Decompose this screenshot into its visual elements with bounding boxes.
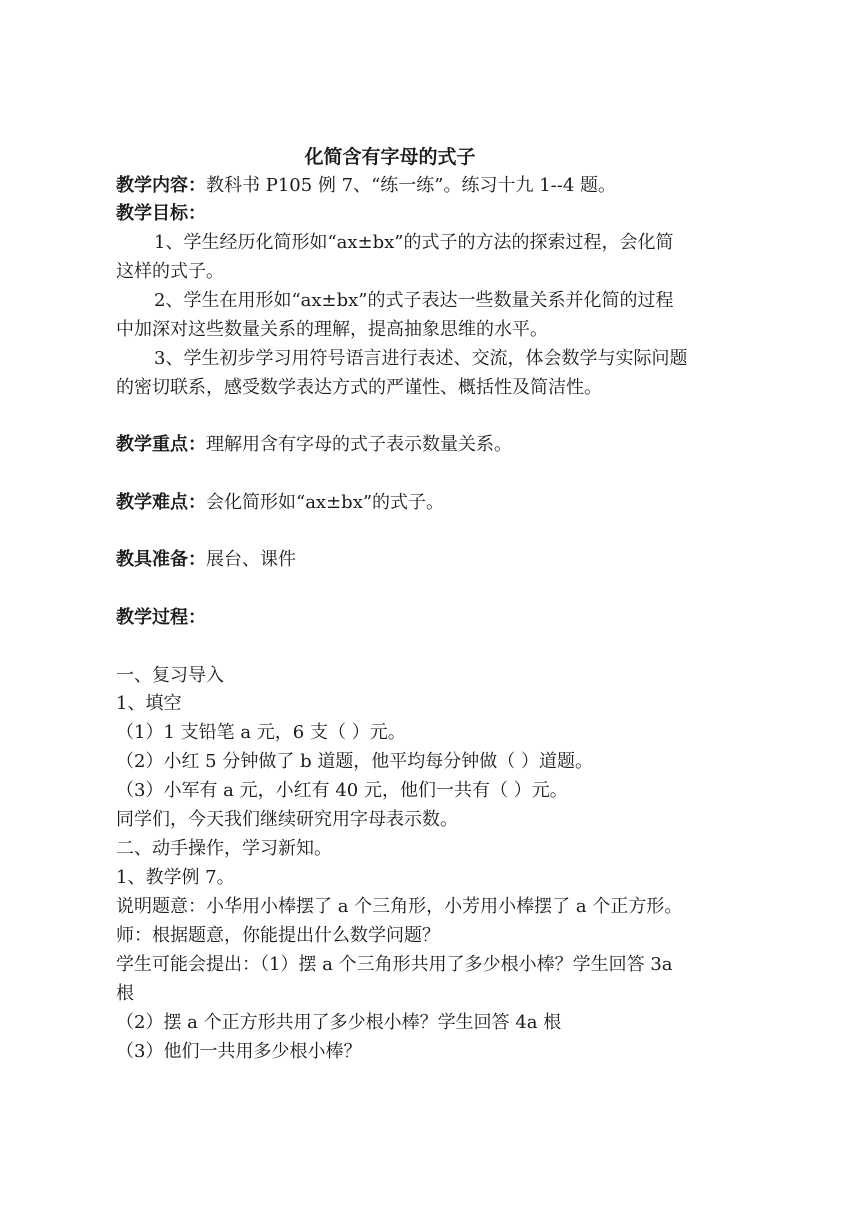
difficulty-label: 教学难点： — [116, 492, 206, 513]
body-line: （2）小红 5 分钟做了 b 道题，他平均每分钟做（ ）道题。 — [116, 751, 594, 772]
body-line: 同学们，今天我们继续研究用字母表示数。 — [116, 809, 458, 830]
teaching-tools-label: 教具准备： — [116, 549, 206, 570]
goal-1-line-2: 这样的式子。 — [116, 261, 224, 282]
document-title: 化简含有字母的式子 — [304, 146, 476, 168]
body-line: 一、复习导入 — [116, 665, 224, 686]
body-line: 1、教学例 7。 — [116, 867, 235, 888]
body-line: 师：根据题意，你能提出什么数学问题？ — [116, 925, 440, 946]
goal-3-line-2: 的密切联系，感受数学表达方式的严谨性、概括性及简洁性。 — [116, 377, 602, 398]
key-point-text: 理解用含有字母的式子表示数量关系。 — [206, 434, 512, 455]
teaching-content — [116, 172, 616, 200]
body-line: （1）1 支铅笔 a 元，6 支（ ）元。 — [116, 722, 406, 743]
difficulty-text: 会化简形如“ax±bx”的式子。 — [206, 492, 445, 513]
goal-3-line-1: 3、学生初步学习用符号语言进行表述、交流，体会数学与实际问题 — [154, 348, 688, 369]
teaching-content-label: 教学内容： — [116, 175, 206, 196]
goal-2-line-2: 中加深对这些数量关系的理解，提高抽象思维的水平。 — [116, 319, 548, 340]
key-point — [116, 431, 512, 459]
body-line: 根 — [116, 983, 134, 1004]
teaching-content-text: 教科书 P105 例 7、“练一练”。练习十九 1--4 题。 — [206, 175, 616, 196]
difficulty — [116, 489, 444, 517]
goal-1-line-1: 1、学生经历化简形如“ax±bx”的式子的方法的探索过程，会化简 — [154, 232, 674, 253]
teaching-tools-text: 展台、课件 — [206, 549, 296, 570]
teaching-process-label: 教学过程： — [116, 607, 206, 628]
body-line: （2）摆 a 个正方形共用了多少根小棒？学生回答 4a 根 — [116, 1012, 562, 1033]
key-point-label: 教学重点： — [116, 434, 206, 455]
body-line: 1、填空 — [116, 693, 182, 714]
body-line: 学生可能会提出：（1）摆 a 个三角形共用了多少根小棒？学生回答 3a — [116, 954, 673, 975]
teaching-goals-label: 教学目标： — [116, 203, 206, 224]
body-line: 说明题意：小华用小棒摆了 a 个三角形，小芳用小棒摆了 a 个正方形。 — [116, 896, 683, 917]
body-line: （3）小军有 a 元，小红有 40 元，他们一共有（ ）元。 — [116, 780, 568, 801]
body-line: （3）他们一共用多少根小棒？ — [116, 1041, 362, 1062]
teaching-tools — [116, 546, 296, 574]
goal-2-line-1: 2、学生在用形如“ax±bx”的式子表达一些数量关系并化简的过程 — [154, 290, 674, 311]
body-line: 二、动手操作，学习新知。 — [116, 838, 332, 859]
